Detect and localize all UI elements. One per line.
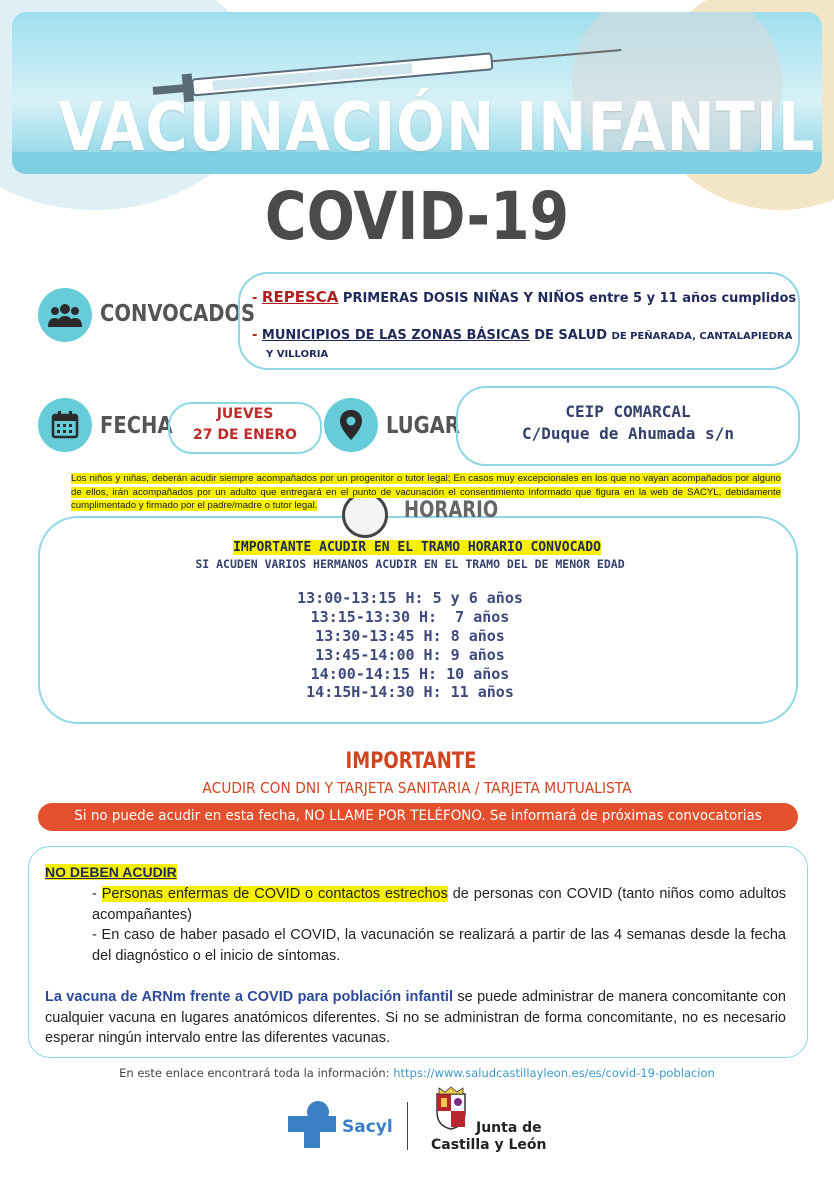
place-name: CEIP COMARCAL: [565, 402, 691, 421]
importante-title: IMPORTANTE: [345, 749, 477, 774]
date-value: 27 DE ENERO: [193, 427, 297, 443]
convocados-label: CONVOCADOS: [100, 301, 256, 327]
location-pin-icon: [324, 398, 378, 452]
lugar-label: LUGAR: [386, 413, 460, 439]
no-deben-item-1: - Personas enfermas de COVID o contactos estrechos de personas con COVID (tanto niños como adultos acompañantes): [92, 886, 787, 923]
companion-note: Los niños y niñas, deberán acudir siempre acompañados por un progenitor o tutor legal; En casos muy excepcionales en los que no vayan acompañados por alguno de ellos, irán acompañados por un adulto que entregará en el punto de vacunación el consentimiento informado que figura en la web de SACYL, debidamente cumplimentado y firmado por el padre/madre o tutor legal.: [71, 473, 781, 511]
info-link[interactable]: https://www.saludcastillayleon.es/es/covid-19-poblacion: [393, 1066, 715, 1080]
convocados-line-2: - MUNICIPIOS DE LAS ZONAS BÁSICAS DE SALUD DE PEÑARADA, CANTALAPIEDRA: [252, 328, 793, 343]
no-deben-title: NO DEBEN ACUDIR: [45, 864, 177, 880]
fecha-label: FECHA: [100, 413, 173, 439]
horario-important: IMPORTANTE ACUDIR EN EL TRAMO HORARIO CONVOCADO: [233, 540, 601, 555]
coat-of-arms-icon: [433, 1086, 469, 1130]
time-slot: 13:00-13:15 H: 5 y 6 años: [297, 589, 523, 607]
time-slot: 13:30-13:45 H: 8 años: [315, 627, 505, 645]
repesca-highlight: REPESCA: [261, 288, 339, 306]
date-day: JUEVES: [216, 406, 274, 422]
page-title: VACUNACIÓN INFANTIL: [58, 88, 816, 166]
vaccine-note: La vacuna de ARNm frente a COVID para población infantil se puede administrar de manera concomitante con cualquier vacuna en lugares anatómicos diferentes. Si no se administran de forma concomitante, no es necesario esperar ningún intervalo entre las diferentes vacunas.: [45, 989, 786, 1045]
junta-logo-line-2: Castilla y León: [431, 1137, 547, 1153]
sacyl-logo-text: Sacyl: [342, 1117, 393, 1137]
junta-logo-line-1: Junta de: [476, 1120, 542, 1136]
time-slot: 13:15-13:30 H: 7 años: [310, 608, 510, 626]
info-link-line: En este enlace encontrará toda la información: https://www.saludcastillayleon.es/es/covid-19-poblacion: [119, 1066, 715, 1080]
warning-banner-text: Si no puede acudir en esta fecha, NO LLAME POR TELÉFONO. Se informará de próximas convocatorias: [74, 808, 762, 824]
sacyl-logo-icon: [288, 1100, 338, 1150]
place-address: C/Duque de Ahumada s/n: [522, 424, 734, 443]
no-deben-item-2: - En caso de haber pasado el COVID, la vacunación se realizará a partir de las 4 semanas desde la fecha del diagnóstico o el inicio de síntomas.: [92, 927, 786, 964]
time-slot: 13:45-14:00 H: 9 años: [315, 646, 505, 664]
page-subtitle: COVID-19: [264, 178, 570, 255]
logo-divider: [407, 1102, 408, 1150]
horario-siblings: SI ACUDEN VARIOS HERMANOS ACUDIR EN EL TRAMO DEL DE MENOR EDAD: [195, 557, 625, 571]
convocados-line-3: Y VILLORIA: [266, 349, 329, 360]
time-slot: 14:00-14:15 H: 10 años: [310, 665, 510, 683]
convocados-line-1: - REPESCA PRIMERAS DOSIS NIÑAS Y NIÑOS entre 5 y 11 años cumplidos: [252, 288, 797, 306]
people-icon: [38, 288, 92, 342]
horario-label: HORARIO: [404, 498, 499, 523]
time-slot: 14:15H-14:30 H: 11 años: [306, 683, 514, 701]
importante-subtitle: ACUDIR CON DNI Y TARJETA SANITARIA / TARJETA MUTUALISTA: [202, 779, 632, 797]
calendar-icon: [38, 398, 92, 452]
